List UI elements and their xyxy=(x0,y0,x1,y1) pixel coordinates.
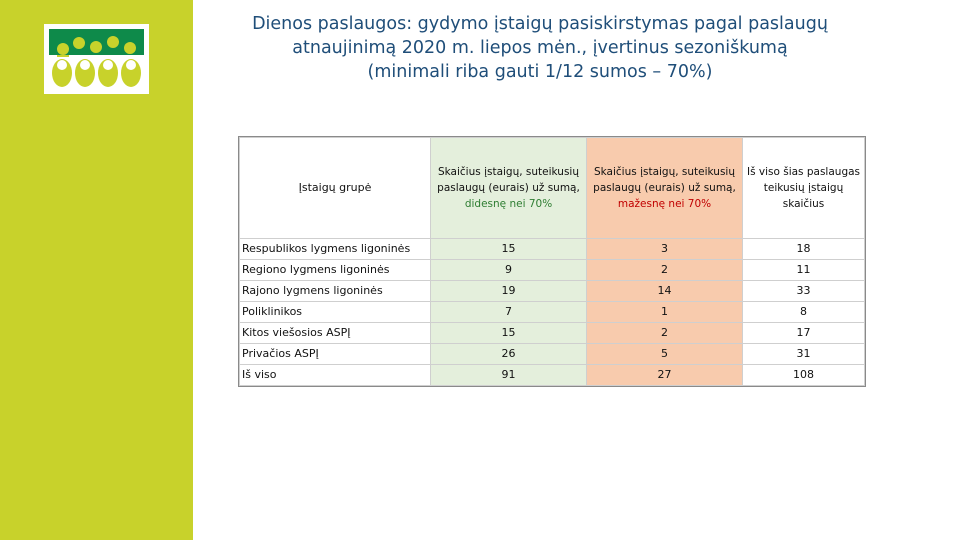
cell-above: 15 xyxy=(431,239,587,260)
title-line-3: (minimali riba gauti 1/12 sumos – 70%) xyxy=(367,62,713,82)
header-group: Įstaigų grupė xyxy=(240,138,431,239)
row-label: Poliklinikos xyxy=(240,302,431,323)
title-line-2: atnaujinimą 2020 m. liepos mėn., įvertinus sezoniškumą xyxy=(292,38,788,58)
cell-total: 8 xyxy=(743,302,865,323)
institutions-table xyxy=(239,137,865,386)
cell-total: 11 xyxy=(743,260,865,281)
cell-above: 9 xyxy=(431,260,587,281)
cell-above: 19 xyxy=(431,281,587,302)
cell-below: 1 xyxy=(587,302,743,323)
table-row xyxy=(240,323,865,344)
logo xyxy=(44,24,149,94)
row-label: Iš viso xyxy=(240,365,431,386)
cell-below: 27 xyxy=(587,365,743,386)
header-below-text: Skaičius įstaigų, suteikusių paslaugų (eurais) už sumą, xyxy=(593,166,736,194)
table-row xyxy=(240,344,865,365)
cell-below: 2 xyxy=(587,260,743,281)
row-label: Privačios ASPĮ xyxy=(240,344,431,365)
table-row xyxy=(240,239,865,260)
table-row xyxy=(240,260,865,281)
cell-above: 26 xyxy=(431,344,587,365)
header-below-70 xyxy=(587,138,743,239)
row-label: Respublikos lygmens ligoninės xyxy=(240,239,431,260)
row-label: Kitos viešosios ASPĮ xyxy=(240,323,431,344)
header-above-threshold: didesnę nei 70% xyxy=(464,198,553,210)
row-label: Rajono lygmens ligoninės xyxy=(240,281,431,302)
cell-total: 108 xyxy=(743,365,865,386)
cell-below: 2 xyxy=(587,323,743,344)
cell-below: 14 xyxy=(587,281,743,302)
header-total: Iš viso šias paslaugas teikusių įstaigų skaičius xyxy=(743,138,865,239)
header-below-threshold: mažesnę nei 70% xyxy=(617,198,712,210)
cell-below: 5 xyxy=(587,344,743,365)
cell-above: 15 xyxy=(431,323,587,344)
header-above-70 xyxy=(431,138,587,239)
table-total-row xyxy=(240,365,865,386)
people-group-icon xyxy=(49,29,144,89)
header-above-text: Skaičius įstaigų, suteikusių paslaugų (eurais) už sumą, xyxy=(437,166,580,194)
page-title xyxy=(200,12,880,84)
row-label: Regiono lygmens ligoninės xyxy=(240,260,431,281)
cell-total: 17 xyxy=(743,323,865,344)
table-header-row xyxy=(240,138,865,239)
cell-total: 31 xyxy=(743,344,865,365)
table-row xyxy=(240,281,865,302)
table-row xyxy=(240,302,865,323)
cell-total: 33 xyxy=(743,281,865,302)
cell-above: 91 xyxy=(431,365,587,386)
title-line-1: Dienos paslaugos: gydymo įstaigų pasiskirstymas pagal paslaugų xyxy=(252,14,828,34)
cell-above: 7 xyxy=(431,302,587,323)
cell-below: 3 xyxy=(587,239,743,260)
cell-total: 18 xyxy=(743,239,865,260)
